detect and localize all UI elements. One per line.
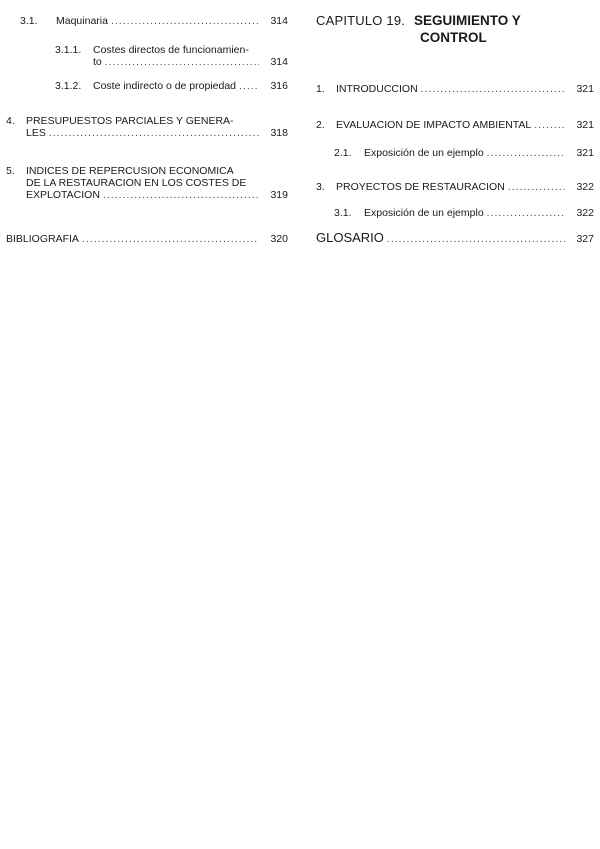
dot-leader xyxy=(49,127,259,139)
section-number: 3.1.1. xyxy=(55,44,82,56)
toc-entry-5 xyxy=(6,165,288,201)
section-title: Coste indirecto o de propiedad xyxy=(93,80,237,92)
section-title: Costes directos de funcionamien- xyxy=(93,44,249,56)
chapter-title: SEGUIMIENTO Y xyxy=(414,13,521,28)
page-number: 314 xyxy=(270,15,288,27)
section-number: 3.1. xyxy=(20,15,38,27)
page-number: 321 xyxy=(576,147,594,159)
toc-entry-3-1-right xyxy=(334,207,594,219)
page-number: 318 xyxy=(270,127,288,139)
section-title-continued: DE LA RESTAURACION EN LOS COSTES DE xyxy=(26,177,247,189)
dot-leader xyxy=(487,147,565,159)
section-title: GLOSARIO xyxy=(316,230,384,245)
toc-entry-2-1 xyxy=(334,147,594,159)
section-title: INTRODUCCION xyxy=(336,83,418,95)
section-number: 3.1.2. xyxy=(55,80,82,92)
toc-entry-3-1-1 xyxy=(55,44,288,68)
dot-leader xyxy=(508,181,565,193)
toc-entry-glosario xyxy=(316,232,594,245)
toc-entry-3-1 xyxy=(20,15,288,27)
dot-leader xyxy=(421,83,565,95)
dot-leader xyxy=(387,233,565,245)
toc-entry-proyectos xyxy=(316,181,594,193)
chapter-heading xyxy=(316,13,521,45)
section-title: Maquinaria xyxy=(56,15,108,27)
section-title: PROYECTOS DE RESTAURACION xyxy=(336,181,505,193)
section-number: 1. xyxy=(316,83,325,95)
section-number: 3. xyxy=(316,181,325,193)
dot-leader xyxy=(239,80,259,92)
section-number: 5. xyxy=(6,165,15,177)
section-title: INDICES DE REPERCUSION ECONOMICA xyxy=(26,165,234,177)
section-title-continued: to xyxy=(93,56,102,68)
chapter-label: CAPITULO 19. xyxy=(316,13,406,28)
page-number: 321 xyxy=(576,83,594,95)
page-number: 322 xyxy=(576,207,594,219)
toc-entry-evaluacion xyxy=(316,119,594,131)
section-title-continued: LES xyxy=(26,127,46,139)
page-number: 322 xyxy=(576,181,594,193)
dot-leader xyxy=(82,233,259,245)
section-title-continued: EXPLOTACION xyxy=(26,189,100,201)
page-number: 327 xyxy=(576,233,594,245)
dot-leader xyxy=(487,207,565,219)
toc-entry-introduccion xyxy=(316,83,594,95)
toc-entry-3-1-2 xyxy=(55,80,288,92)
section-number: 2. xyxy=(316,119,325,131)
toc-entry-bibliografia xyxy=(6,233,288,245)
page-number: 319 xyxy=(270,189,288,201)
page-number: 321 xyxy=(576,119,594,131)
chapter-title-continued: CONTROL xyxy=(420,30,487,45)
toc-entry-4 xyxy=(6,115,288,139)
section-number: 2.1. xyxy=(334,147,352,159)
section-title: Exposición de un ejemplo xyxy=(364,147,484,159)
section-number: 4. xyxy=(6,115,15,127)
section-title: Exposición de un ejemplo xyxy=(364,207,484,219)
dot-leader xyxy=(534,119,565,131)
section-title: EVALUACION DE IMPACTO AMBIENTAL xyxy=(336,119,532,131)
section-title: PRESUPUESTOS PARCIALES Y GENERA- xyxy=(26,115,234,127)
page-number: 314 xyxy=(270,56,288,68)
page-number: 320 xyxy=(270,233,288,245)
dot-leader xyxy=(103,189,259,201)
page-number: 316 xyxy=(270,80,288,92)
dot-leader xyxy=(111,15,259,27)
section-number: 3.1. xyxy=(334,207,352,219)
section-title: BIBLIOGRAFIA xyxy=(6,233,79,245)
dot-leader xyxy=(105,56,259,68)
